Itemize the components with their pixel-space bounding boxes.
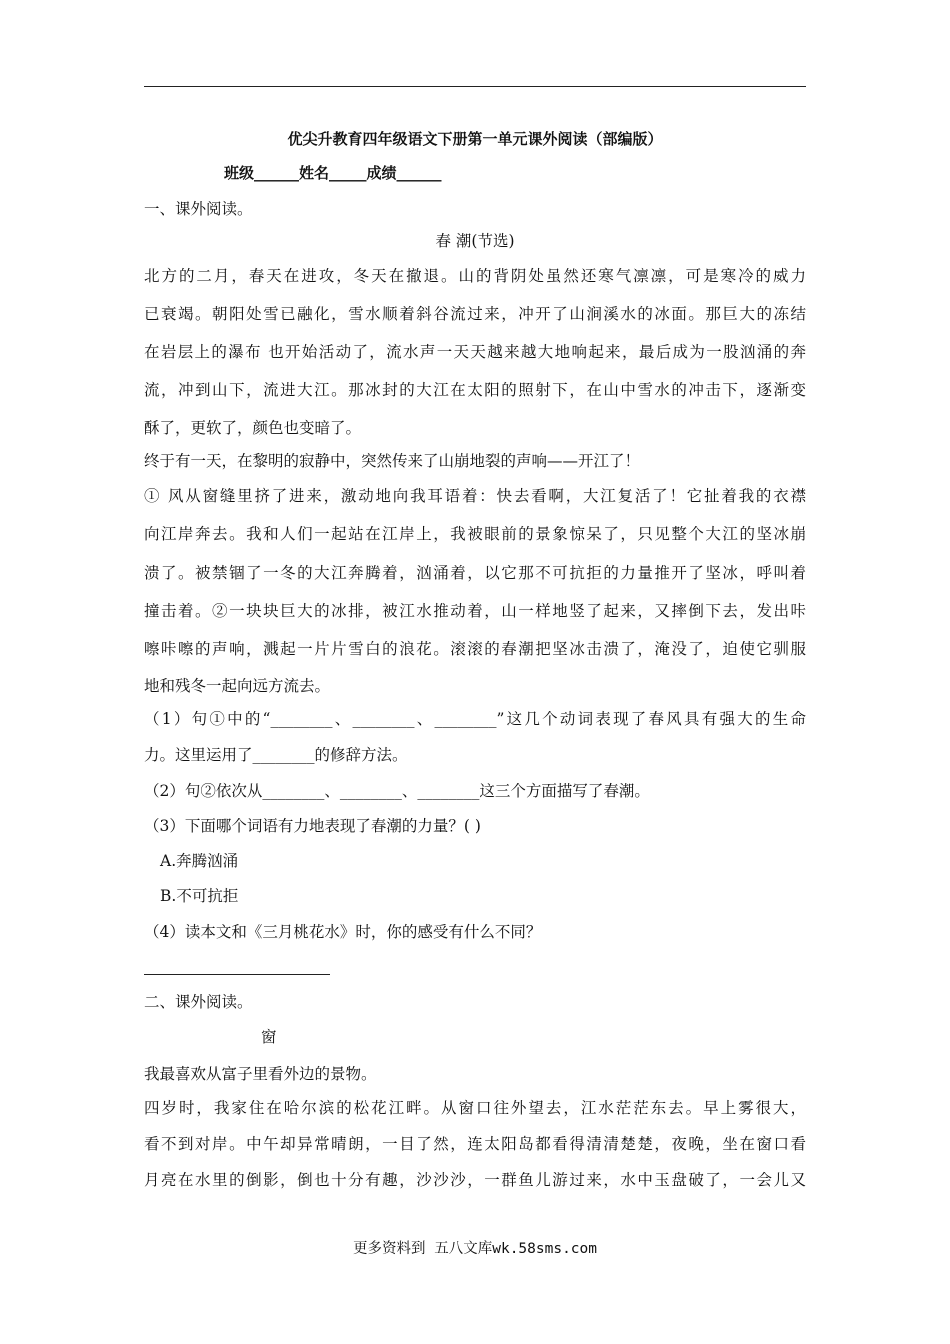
- question-1-line: 力。这里运用了________的修辞方法。: [144, 746, 408, 764]
- question-4: （4）读本文和《三月桃花水》时，你的感受有什么不同？: [144, 923, 542, 941]
- passage1-line: ① 风从窗缝里挤了进来，激动地向我耳语着：快去看啊，大江复活了！它扯着我的衣襟: [144, 487, 806, 505]
- page-title: 优尖升教育四年级语文下册第一单元课外阅读（部编版）: [287, 130, 663, 148]
- question-1-line: （1）句①中的“________、________、________”这几个动词表现了春风具有强大的生命: [144, 710, 806, 728]
- passage1-line: 酥了，更软了，颜色也变暗了。: [144, 419, 362, 437]
- section1-passage-title: 春 潮(节选): [435, 232, 515, 250]
- student-info-line: 班级______姓名_____成绩______: [224, 164, 442, 182]
- option-b: B.不可抗拒: [160, 887, 239, 905]
- passage1-line: 向江岸奔去。我和人们一起站在江岸上，我被眼前的景象惊呆了，只见整个大江的坚冰崩: [144, 525, 806, 543]
- passage1-line: 溃了。被禁锢了一冬的大江奔腾着，汹涌着，以它那不可抗拒的力量推开了坚冰，呼叫着: [144, 564, 806, 582]
- option-a: A.奔腾汹涌: [160, 852, 239, 870]
- passage2-line: 月亮在水里的倒影，倒也十分有趣，沙沙沙，一群鱼儿游过来，水中玉盘破了，一会儿又: [144, 1171, 806, 1189]
- section1-heading: 一、课外阅读。: [144, 200, 253, 218]
- passage1-line: 流，冲到山下，流进大江。那冰封的大江在太阳的照射下，在山中雪水的冲击下，逐渐变: [144, 381, 806, 399]
- passage2-line: 我最喜欢从富子里看外边的景物。: [144, 1065, 377, 1083]
- section2-passage-title: 窗: [261, 1028, 277, 1046]
- question-2: （2）句②依次从________、________、________这三个方面描写了春潮。: [144, 782, 650, 800]
- passage1-line: 北方的二月，春天在进攻，冬天在撤退。山的背阴处虽然还寒气凛凛，可是寒冷的威力: [144, 267, 806, 285]
- passage1-line: 终于有一天，在黎明的寂静中，突然传来了山崩地裂的声响——开江了！: [144, 452, 641, 470]
- passage1-line: 嚓咔嚓的声响，溅起一片片雪白的浪花。滚滚的春潮把坚冰击溃了，淹没了，迫使它驯服: [144, 640, 806, 658]
- passage2-line: 四岁时，我家住在哈尔滨的松花江畔。从窗口往外望去，江水茫茫东去。早上雾很大，: [144, 1099, 806, 1117]
- footer-source: 更多资料到 五八文库wk.58sms.com: [353, 1241, 597, 1257]
- section2-heading: 二、课外阅读。: [144, 993, 253, 1011]
- answer-rule: [144, 974, 330, 975]
- passage1-line: 撞击着。②一块块巨大的冰排，被江水推动着，山一样地竖了起来，又摔倒下去，发出咔: [144, 602, 806, 620]
- question-3: （3）下面哪个词语有力地表现了春潮的力量？( ): [144, 817, 481, 835]
- passage1-line: 地和残冬一起向远方流去。: [144, 677, 331, 695]
- passage1-line: 在岩层上的瀑布 也开始活动了，流水声一天天越来越大地响起来，最后成为一股汹涌的奔: [144, 343, 806, 361]
- passage2-line: 看不到对岸。中午却异常晴朗，一目了然，连太阳岛都看得清清楚楚，夜晚，坐在窗口看: [144, 1135, 806, 1153]
- passage1-line: 已衰竭。朝阳处雪已融化，雪水顺着斜谷流过来，冲开了山涧溪水的冰面。那巨大的冻结: [144, 305, 806, 323]
- header-rule: [144, 86, 806, 87]
